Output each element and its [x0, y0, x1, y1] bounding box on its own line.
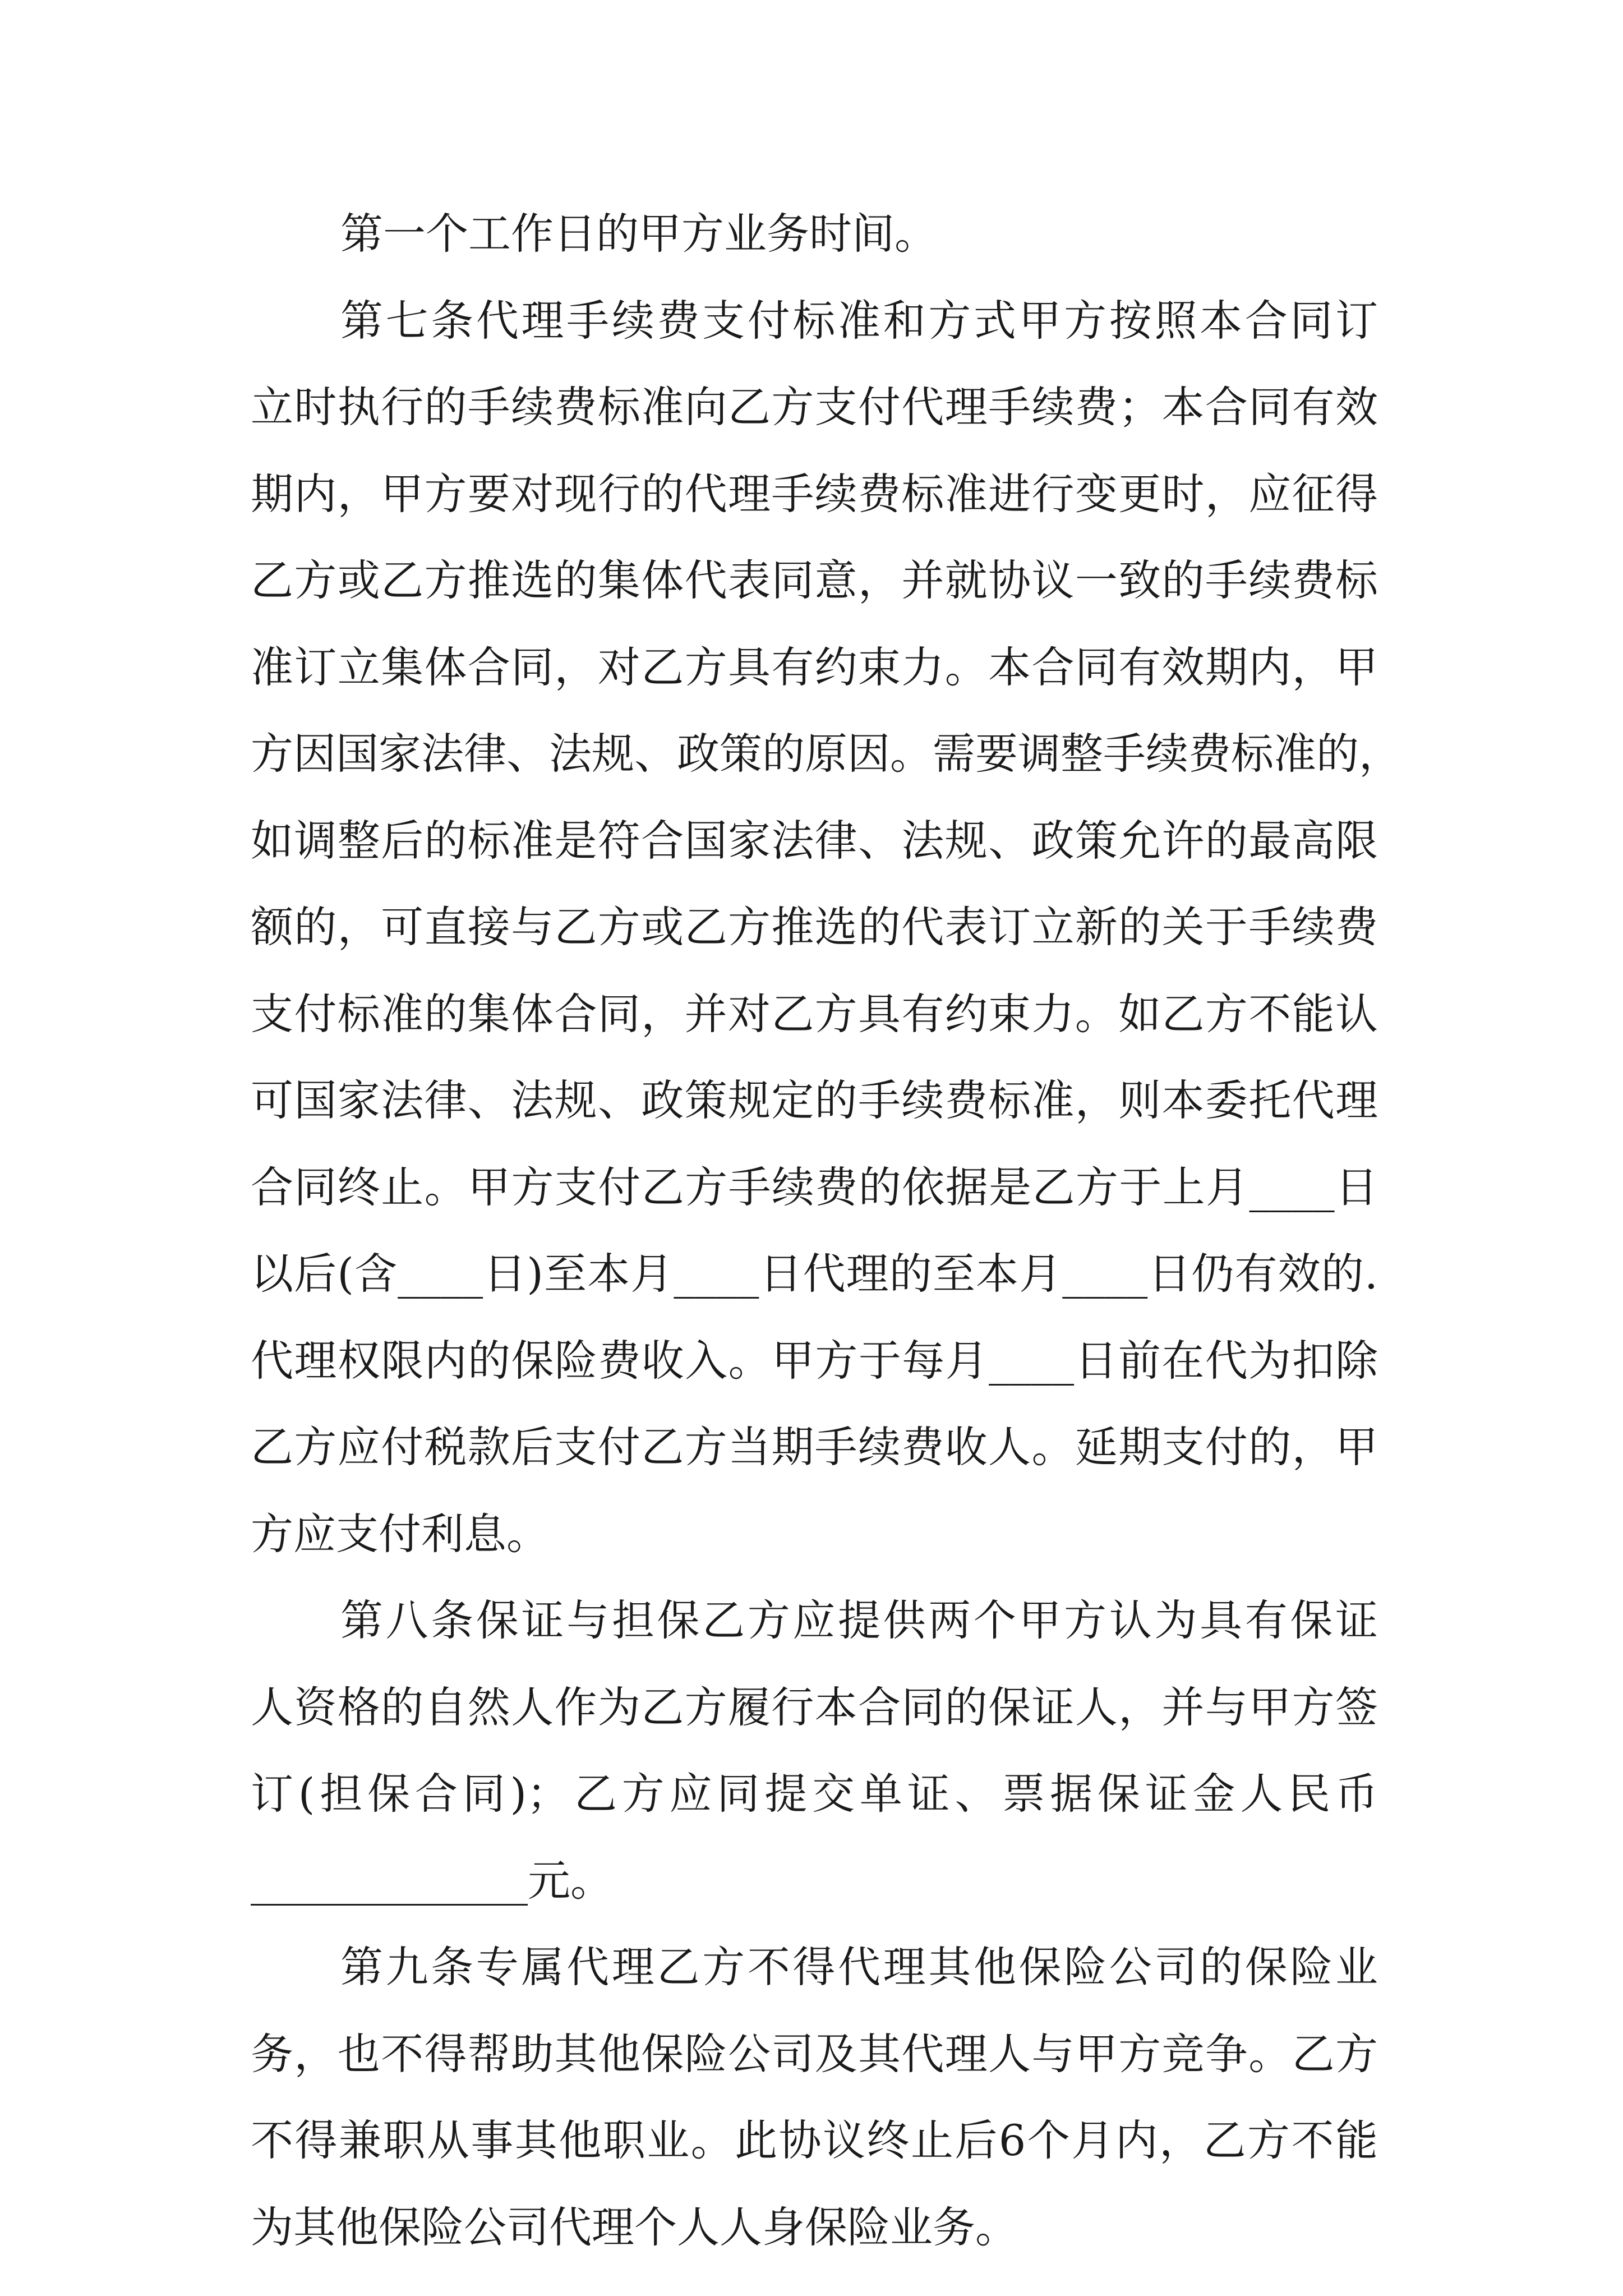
- text-line: 乙方或乙方推选的集体代表同意，并就协议一致的手续费标: [251, 555, 1378, 605]
- text-line: 为其他保险公司代理个人人身保险业务。: [251, 2202, 1018, 2252]
- text-line: 支付标准的集体合同，并对乙方具有约束力。如乙方不能认: [251, 989, 1378, 1039]
- text-line: 额的，可直接与乙方或乙方推选的代表订立新的关于手续费: [251, 902, 1378, 952]
- text-line: 第八条保证与担保乙方应提供两个甲方认为具有保证: [340, 1595, 1378, 1645]
- text-line: 乙方应付税款后支付乙方当期手续费收人。延期支付的，甲: [251, 1422, 1378, 1472]
- text-line: 代理权限内的保险费收入。甲方于每月____日前在代为扣除: [251, 1336, 1378, 1386]
- text-line: 期内，甲方要对现行的代理手续费标准进行变更时，应征得: [251, 469, 1378, 519]
- text-line: 第七条代理手续费支付标准和方式甲方按照本合同订: [340, 296, 1378, 346]
- text-line: 可国家法律、法规、政策规定的手续费标准，则本委托代理: [251, 1075, 1378, 1125]
- text-line: 人资格的自然人作为乙方履行本合同的保证人，并与甲方签: [251, 1682, 1378, 1732]
- text-line: 以后(含____日)至本月____日代理的至本月____日仍有效的.: [251, 1249, 1378, 1299]
- text-line: _____________元。: [251, 1856, 613, 1906]
- text-line: 方因国家法律、法规、政策的原因。需要调整手续费标准的，: [251, 729, 1401, 779]
- text-line: 如调整后的标准是符合国家法律、法规、政策允许的最高限: [251, 816, 1378, 866]
- text-line: 第九条专属代理乙方不得代理其他保险公司的保险业: [340, 1942, 1378, 1992]
- text-line: 第一个工作日的甲方业务时间。: [340, 209, 937, 259]
- text-line: 准订立集体合同，对乙方具有约束力。本合同有效期内，甲: [251, 642, 1378, 692]
- text-line: 不得兼职从事其他职业。此协议终止后6个月内，乙方不能: [251, 2115, 1378, 2165]
- text-line: 务，也不得帮助其他保险公司及其代理人与甲方竞争。乙方: [251, 2029, 1378, 2079]
- text-line: 方应支付利息。: [251, 1509, 549, 1559]
- text-line: 订(担保合同)；乙方应同提交单证、票据保证金人民币: [251, 1769, 1378, 1819]
- text-line: 立时执行的手续费标准向乙方支付代理手续费；本合同有效: [251, 382, 1378, 432]
- text-line: 合同终止。甲方支付乙方手续费的依据是乙方于上月____日: [251, 1162, 1378, 1212]
